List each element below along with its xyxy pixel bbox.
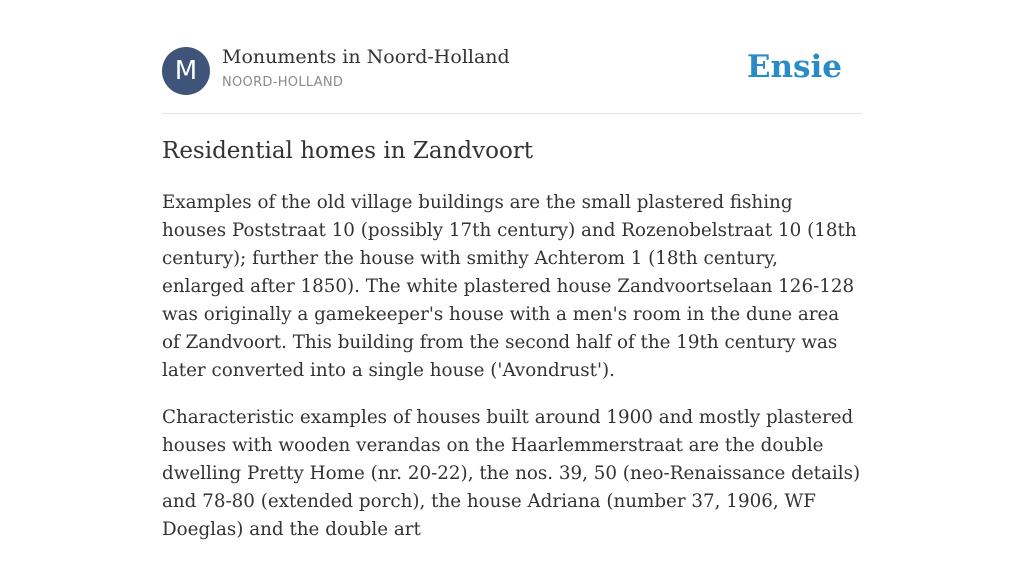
page-container	[162, 0, 862, 540]
site-subtitle[interactable]: NOORD-HOLLAND	[222, 75, 344, 90]
article-paragraph: Characteristic examples of houses built around 1900 and mostly plastered houses with wooden verandas on the Haarlemmerstraat are the double dwelling Pretty Home (nr. 20-22), the nos. 39, 50 (neo-Renaissance details) and 78-80 (extended porch), the house Adriana (number 37, 1906, WF Doeglas) and the double art	[162, 407, 861, 540]
brand-logo-link[interactable]: Ensie	[746, 49, 842, 85]
avatar[interactable]: M	[162, 47, 210, 95]
header	[162, 0, 862, 114]
article-paragraph: Examples of the old village buildings are the small plastered fishing houses Poststraat 10 (possibly 17th century) and Rozenobelstraat 10 (18th century); further the house with smithy Achterom 1 (18th century, enlarged after 1850). The white plastered house Zandvoortselaan 126-128 was originally a gamekeeper's house with a men's room in the dune area of Zandvoort. This building from the second half of the 19th century was later converted into a single house ('Avondrust').	[162, 192, 857, 381]
page-title: Residential homes in Zandvoort	[162, 138, 534, 164]
article-body	[162, 189, 862, 563]
site-title[interactable]: Monuments in Noord-Holland	[222, 46, 510, 68]
